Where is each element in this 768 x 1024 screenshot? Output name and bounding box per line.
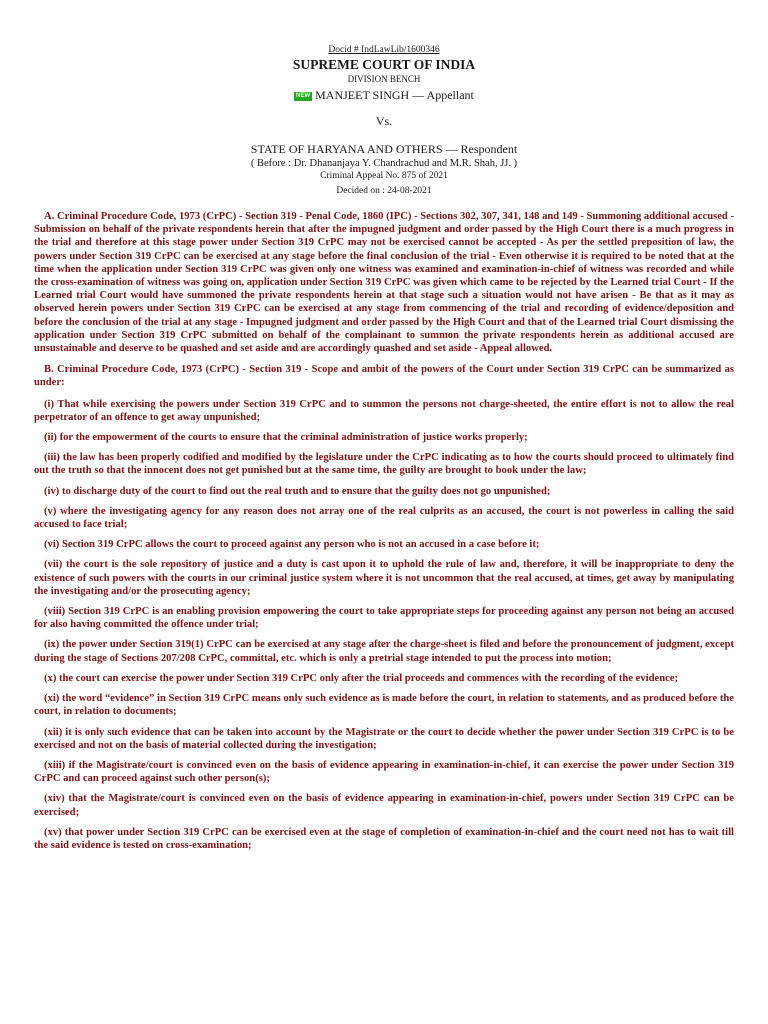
headnote-item: (v) where the investigating agency for any reason does not array one of the real culprits as an accused, the court is not powerless in calling the said accused to face trial;	[34, 505, 734, 531]
headnote-a: A. Criminal Procedure Code, 1973 (CrPC) - Section 319 - Penal Code, 1860 (IPC) - Sections 302, 307, 341, 148 and 149 - Summoning additional accused - Submission on behalf of the private respondents herein that after the impugned judgment and order passed by the High Court there is a much progress in the trial and therefore at this stage power under Section 319 CrPC may not be exercised cannot be accepted - As per the settled preposition of law, the powers under Section 319 CrPC can be exercised at any stage before the final conclusion of the trial - Even otherwise it is required to be noted that at the time when the application under Section 319 CrPC was given only one witness was examined and examination-in-chief of witness was recorded and while the cross-examination of witness was going on, application under Section 319 CrPC was given which came to be rejected by the Learned trial Court - If the Learned trial Court would have summoned the private respondents herein at that stage such a situation would not have arisen - Be that as it may as observed herein powers under Section 319 CrPC can be exercised at any stage from commencing of the trial and recording of evidence/deposition and before the conclusion of the trial at any stage - Impugned judgment and order passed by the High Court and that of the Learned trial Court dismissing the application under Section 319 CrPC submitted on behalf of the complainant to summon the private respondents herein as additional accused are unsustainable and deserve to be quashed and set aside and are accordingly quashed and set aside - Appeal allowed.	[34, 211, 734, 355]
new-badge: NEW	[296, 92, 311, 99]
headnote-item: (vii) the court is the sole repository of justice and a duty is cast upon it to uphold the rule of law and, therefore, it will be inappropriate to deny the existence of such powers with the courts in our criminal justice system where it is not uncommon that the real accused, at times, get away by manipulating the investigating and/or the prosecuting agency;	[34, 559, 734, 597]
headnote-item: (xiii) if the Magistrate/court is convinced even on the basis of evidence appearing in examination-in-chief, it can exercise the power under Section 319 CrPC and can proceed against such other person(s);	[34, 759, 734, 785]
headnote-item: (xiv) that the Magistrate/court is convinced even on the basis of evidence appearing in examination-in-chief, powers under Section 319 CrPC can be exercised;	[34, 793, 734, 818]
headnote-item: (ii) for the empowerment of the courts to ensure that the criminal administration of justice works properly;	[44, 432, 528, 444]
bench-type: DIVISION BENCH	[347, 74, 421, 84]
bench-judges: ( Before : Dr. Dhananjaya Y. Chandrachud and M.R. Shah, JJ. )	[250, 158, 518, 169]
respondent-line: STATE OF HARYANA AND OTHERS — Respondent	[250, 142, 518, 156]
headnote-b: B. Criminal Procedure Code, 1973 (CrPC) - Section 319 - Scope and ambit of the powers of the Court under Section 319 CrPC can be summarized as under:	[34, 364, 734, 389]
headnote-item: (ix) the power under Section 319(1) CrPC can be exercised at any stage after the charge-sheet is filed and before the pronouncement of judgment, except during the stage of Sections 207/208 CrPC, committal, etc. which is only a pretrial stage intended to put the process into motion;	[34, 639, 734, 664]
appeal-number: Criminal Appeal No. 875 of 2021	[320, 171, 448, 181]
headnote-item: (iii) the law has been properly codified and modified by the legislature under the CrPC indicating as to how the courts should proceed to ultimately find out the truth so that the innocent does not get punished but at the same time, the guilty are brought to book under the law;	[34, 452, 734, 477]
headnote-item: (xv) that power under Section 319 CrPC can be exercised even at the stage of completion of examination-in-chief and the court need not has to wait till the said evidence is tested on cross-examination;	[34, 826, 734, 851]
appellant-line	[34, 87, 734, 103]
versus: Vs.	[375, 114, 393, 128]
decided-date: Decided on : 24-08-2021	[336, 186, 432, 196]
headnote-item: (vi) Section 319 CrPC allows the court to proceed against any person who is not an accused in a case before it;	[44, 539, 540, 551]
document-page	[34, 0, 734, 852]
doc-id: Docid # IndLawLib/1600346	[328, 45, 440, 55]
appellant-name: MANJEET SINGH — Appellant	[315, 88, 474, 102]
headnote-item: (xi) the word “evidence” in Section 319 CrPC means only such evidence as is made before the court, in relation to statements, and as produced before the court, in relation to documents;	[34, 693, 734, 718]
headnote-item: (i) That while exercising the powers under Section 319 CrPC and to summon the persons not charge-sheeted, the entire effort is not to allow the real perpetrator of an offence to get away unpunished;	[34, 398, 734, 423]
headnote-item: (iv) to discharge duty of the court to find out the real truth and to ensure that the guilty does not go unpunished;	[44, 485, 551, 497]
headnote-item: (viii) Section 319 CrPC is an enabling provision empowering the court to take appropriate steps for proceeding against any person not being an accused for also having committed the offence under trial;	[34, 606, 734, 631]
headnote-item: (xii) it is only such evidence that can be taken into account by the Magistrate or the court to decide whether the power under Section 319 CrPC is to be exercised and not on the basis of material collected during the investigation;	[34, 726, 734, 751]
headnote-item: (x) the court can exercise the power under Section 319 CrPC only after the trial proceeds and commences with the recording of the evidence;	[44, 672, 679, 684]
headnotes	[34, 210, 734, 852]
court-name: SUPREME COURT OF INDIA	[292, 57, 476, 72]
